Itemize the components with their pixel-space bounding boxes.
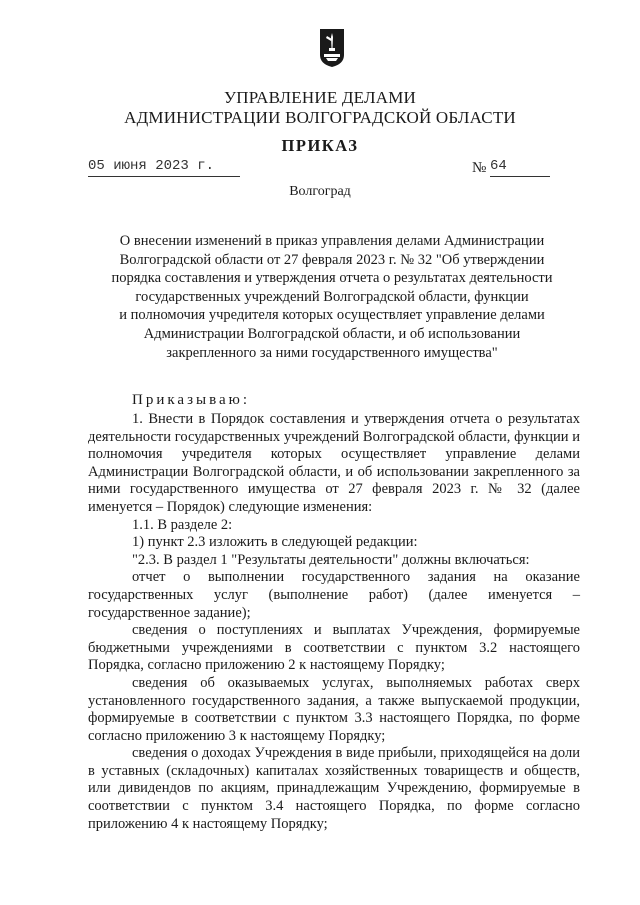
document-subject: [100, 232, 564, 362]
document-date: 05 июня 2023 г.: [88, 158, 215, 174]
organization-name-line2: АДМИНИСТРАЦИИ ВОЛГОГРАДСКОЙ ОБЛАСТИ: [124, 108, 516, 127]
date-field: [88, 158, 240, 177]
directive-word: Приказываю:: [132, 392, 250, 408]
body-paragraph: 1. Внести в Порядок составления и утверждения отчета о результатах деятельности государственных учреждений Волгоградской области, функции и полномочия учредителя которых осуществляет управление делами Администрации Волгоградской области, и об использовании закрепленного за ними государственного имущества от 27 февраля 2023 г. № 32 (далее именуется – Порядок) следующие изменения:: [88, 411, 580, 515]
document-type-title: ПРИКАЗ: [281, 136, 359, 155]
body-paragraph: "2.3. В раздел 1 "Результаты деятельности" должны включаться:: [132, 551, 530, 568]
body-paragraph: сведения об оказываемых услугах, выполняемых работах сверх установленного государственного задания, а также выпускаемой продукции, формируемые в соответствии с пунктом 3.3 настоящего Порядка, по форме согласно приложению 3 к настоящему Порядку;: [88, 674, 580, 744]
organization-name-line1: УПРАВЛЕНИЕ ДЕЛАМИ: [223, 88, 417, 107]
subject-line: Администрации Волгоградской области, и об использовании: [143, 325, 521, 342]
body-paragraph: сведения о поступлениях и выплатах Учреждения, формируемые бюджетными учреждениями в соответствии с пунктом 3.2 настоящего Порядка, согласно приложению 2 к настоящему Порядку;: [88, 622, 580, 674]
subject-line: Волгоградской области от 27 февраля 2023 г. № 32 "Об утверждении: [119, 251, 545, 268]
body-paragraph: 1) пункт 2.3 изложить в следующей редакции:: [132, 534, 418, 551]
subject-line: О внесении изменений в приказ управления делами Администрации: [119, 233, 545, 249]
number-field: [490, 158, 550, 177]
document-body: [88, 411, 580, 833]
coat-of-arms-icon: [319, 28, 345, 68]
body-paragraph: 1.1. В разделе 2:: [132, 516, 233, 533]
subject-line: закрепленного за ними государственного имущества": [166, 344, 498, 361]
subject-line: порядка составления и утверждения отчета о результатах деятельности: [111, 270, 553, 287]
body-paragraph: сведения о доходах Учреждения в виде прибыли, приходящейся на доли в уставных (складочных) капиталах хозяйственных товариществ и обществ, или дивидендов по акциям, принадлежащим Учреждению, формируемые в соответствии с пунктом 3.4 настоящего Порядка, по форме согласно приложению 4 к настоящему Порядку;: [88, 745, 580, 832]
subject-line: государственных учреждений Волгоградской области, функции: [135, 288, 529, 305]
document-number: 64: [490, 158, 507, 174]
city-name: Волгоград: [289, 184, 351, 199]
body-paragraph: отчет о выполнении государственного задания на оказание государственных услуг (выполнение работ) (далее именуется – государственное задание);: [88, 569, 580, 621]
number-label: №: [472, 160, 487, 176]
subject-line: и полномочия учредителя которых осуществляет управление делами: [119, 307, 545, 324]
